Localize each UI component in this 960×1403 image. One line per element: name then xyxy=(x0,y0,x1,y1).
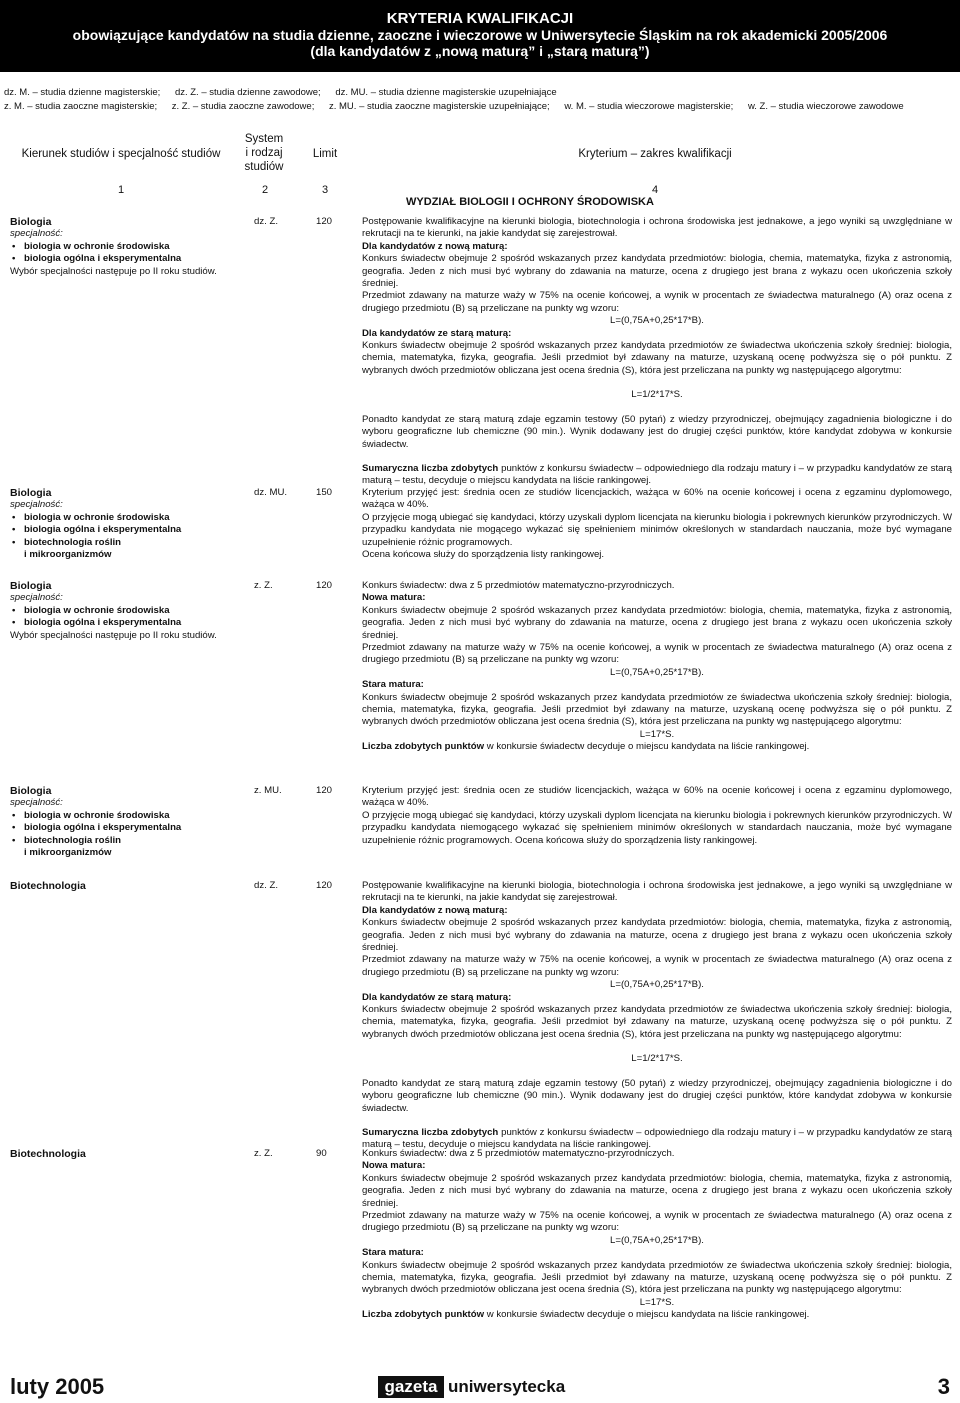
list-item: • biotechnologia roślin xyxy=(10,537,238,549)
criteria-text: Konkurs świadectw obejmuje 2 spośród wskazanych przez kandydata przedmiotów: biologia, chemia, matematyka, fizyka z astronomią, geografia. Jeden z nich musi być wybrany do zdawania na maturze, ocena z drugiego jest brana z wykazu ocen ukończenia szkoły średniej. xyxy=(362,1172,952,1209)
new-matura-heading: Nowa matura: xyxy=(362,1160,426,1172)
criteria-text: Postępowanie kwalifikacyjne na kierunki biologia, biotechnologia i ochrona środowiska jest jednakowe, a jego wyniki są uwzględniane w rekrutacji na te kierunki, na jakie kandydat się zarejestrował. xyxy=(362,216,952,240)
system-cell: dz. Z. xyxy=(254,880,278,891)
column-header-limit: Limit xyxy=(312,148,338,160)
formula: L=17*S. xyxy=(639,1296,675,1308)
column-header-kryterium: Kryterium – zakres kwalifikacji xyxy=(578,148,732,160)
logo-gazeta: gazeta xyxy=(378,1376,444,1398)
kierunek-cell xyxy=(10,487,238,561)
system-line-2: i rodzaj xyxy=(245,147,283,159)
criteria-text: Ponadto kandydat ze starą maturą zdaje egzamin testowy (50 pytań) z wiedzy przyrodniczej, obejmujący zagadnienia biologiczne i do wyboru geograficzne lub chemiczne (90 min.). Wynik dodawany jest do drugiej części punktów, które kandydat zdobywa w konkursie świadectw. xyxy=(362,1077,952,1114)
summary-bold: Liczba zdobytych punktów xyxy=(362,1309,485,1321)
spacer xyxy=(362,1041,952,1053)
criteria-text: Przedmiot zdawany na maturze waży w 75% na ocenie końcowej, a wynik w procentach ze świadectwa maturalnego (A) oraz ocena z drugiego przedmiotu (B) są przeliczane na punkty wg wzoru: xyxy=(362,290,952,314)
faculty-title: WYDZIAŁ BIOLOGII I OCHRONY ŚRODOWISKA xyxy=(406,196,654,208)
new-matura-heading: Dla kandydatów z nową maturą: xyxy=(362,904,508,916)
spacer xyxy=(362,377,952,389)
kierunek-cell xyxy=(10,880,238,892)
criteria-text: Konkurs świadectw obejmuje 2 spośród wskazanych przez kandydata przedmiotów: biologia, chemia, matematyka, fizyka z astronomią, geografia. Jeden z nich musi być wybrany do zdawania na maturze, ocena z drugiego jest brana z wykazu ocen ukończenia szkoły średniej. xyxy=(362,604,952,641)
summary-bold: Sumaryczna liczba zdobytych xyxy=(362,1126,499,1138)
spec-note: Wybór specjalności następuje po II roku studiów. xyxy=(10,265,217,277)
spacer xyxy=(362,402,952,414)
spec-list xyxy=(10,241,238,266)
list-item: • biologia ogólna i eksperymentalna xyxy=(10,617,238,629)
header-subtitle: obowiązujące kandydatów na studia dzienne, zaoczne i wieczorowe w Uniwersytecie Śląskim na rok akademicki 2005/2006 xyxy=(72,27,888,43)
list-item: • biologia ogólna i eksperymentalna xyxy=(10,524,238,536)
page-footer xyxy=(0,1366,960,1403)
summary-text xyxy=(362,741,952,753)
list-item: • biologia w ochronie środowiska xyxy=(10,810,238,822)
kierunek-cell xyxy=(10,785,238,859)
spec-continuation: i mikroorganizmów xyxy=(24,847,112,859)
abbr-line-1 xyxy=(4,86,954,100)
spec-continuation: i mikroorganizmów xyxy=(24,549,112,561)
system-line-3: studiów xyxy=(244,161,284,173)
abbr-item: dz. Z. – studia dzienne zawodowe; xyxy=(174,87,321,98)
old-matura-heading: Stara matura: xyxy=(362,1247,424,1259)
criteria-text: Przedmiot zdawany na maturze waży w 75% na ocenie końcowej, a wynik w procentach ze świadectwa maturalnego (A) oraz ocena z drugiego przedmiotu (B) są przeliczane na punkty wg wzoru: xyxy=(362,1210,952,1234)
criteria-text: Konkurs świadectw obejmuje 2 spośród wskazanych przez kandydata przedmiotów ze świadectwa ukończenia szkoły średniej: biologia, chemia, matematyka, fizyka, geografia. Jeśli przedmiot był zdawany na maturze, uzyskaną ocenę podwyższa się o pół punktu. Z wybranych dwóch przedmiotów obliczana jest ocena średnia (S), która jest przeliczana na punkty wg następującego algorytmu: xyxy=(362,691,952,728)
system-cell: dz. Z. xyxy=(254,216,278,227)
kierunek-name: Biologia xyxy=(10,487,52,499)
column-header-system xyxy=(236,132,292,174)
abbr-item: w. Z. – studia wieczorowe zawodowe xyxy=(747,101,904,112)
limit-cell: 90 xyxy=(316,1148,327,1159)
kierunek-name: Biologia xyxy=(10,216,52,228)
criteria-text: Ponadto kandydat ze starą maturą zdaje egzamin testowy (50 pytań) z wiedzy przyrodniczej, obejmujący zagadnienia biologiczne i do wyboru geograficzne lub chemiczne (90 min.). Wynik dodawany jest do drugiej części punktów, które kandydat zdobywa w konkursie świadectw. xyxy=(362,413,952,450)
summary-text xyxy=(362,1309,952,1321)
kryterium-cell xyxy=(362,880,952,1152)
old-matura-heading: Dla kandydatów ze starą maturą: xyxy=(362,991,512,1003)
abbr-line-2 xyxy=(4,100,954,114)
criteria-text: O przyjęcie mogą ubiegać się kandydaci, którzy uzyskali dyplom licencjata na kierunku biologia i pokrewnych kierunków przyrodniczych. W przypadku kandydata nie mogącego wykazać się spełnieniem minimów określonych w standardach nauczania, może być wymagane uzupełnienie różnic programowych. xyxy=(362,511,952,548)
kierunek-cell xyxy=(10,216,238,278)
formula: L=1/2*17*S. xyxy=(631,1053,683,1065)
page-number: 3 xyxy=(937,1374,950,1399)
abbr-item: z. M. – studia zaoczne magisterskie; xyxy=(4,101,158,112)
system-line-1: System xyxy=(244,133,284,145)
page-header xyxy=(0,0,960,72)
summary-rest: punktów z konkursu świadectw – odpowiedniego dla rodzaju matury i – w przypadku kandydatów ze starą maturą – testu, decyduje o miejscu kandydata na liście rankingowej. xyxy=(362,462,953,487)
header-title: KRYTERIA KWALIFIKACJI xyxy=(386,10,574,27)
formula: L=(0,75A+0,25*17*B). xyxy=(610,979,704,991)
abbr-item: w. M. – studia wieczorowe magisterskie; xyxy=(564,101,734,112)
column-number-1: 1 xyxy=(118,184,125,196)
criteria-text: Kryterium przyjęć jest: średnia ocen ze studiów licencjackich, ważąca w 60% na ocenie końcowej i ocena z egzaminu dyplomowego, ważąca w 40%. xyxy=(362,487,952,511)
criteria-text: Konkurs świadectw obejmuje 2 spośród wskazanych przez kandydata przedmiotów ze świadectwa ukończenia szkoły średniej: biologia, chemia, matematyka, fizyka, geografia. Jeśli przedmiot był zdawany na maturze, uzyskaną ocenę podwyższa się o pół punktu. Z wybranych dwóch przedmiotów obliczana jest ocena średnia (S), która jest przeliczana na punkty wg następującego algorytmu: xyxy=(362,340,952,376)
list-item: • biotechnologia roślin xyxy=(10,835,238,847)
column-number-3: 3 xyxy=(322,184,329,196)
spec-label: specjalność: xyxy=(10,592,63,604)
criteria-text: Postępowanie kwalifikacyjne na kierunki biologia, biotechnologia i ochrona środowiska jest jednakowe, a jego wyniki są uwzględniane w rekrutacji na te kierunki, na jakie kandydat się zarejestrował. xyxy=(362,880,952,904)
spacer xyxy=(362,451,952,463)
list-item: • biologia w ochronie środowiska xyxy=(10,512,238,524)
limit-cell: 120 xyxy=(316,785,333,796)
kryterium-cell xyxy=(362,580,952,754)
criteria-text: Przedmiot zdawany na maturze waży w 75% na ocenie końcowej, a wynik w procentach ze świadectwa maturalnego (A) oraz ocena z drugiego przedmiotu (B) są przeliczane na punkty wg wzoru: xyxy=(362,954,952,978)
spec-note: Wybór specjalności następuje po II roku studiów. xyxy=(10,629,217,641)
spec-list xyxy=(10,605,238,630)
system-cell: z. MU. xyxy=(254,785,282,796)
criteria-text: Konkurs świadectw obejmuje 2 spośród wskazanych przez kandydata przedmiotów ze świadectwa ukończenia szkoły średniej: biologia, chemia, matematyka, fizyka, geografia. Jeśli przedmiot był zdawany na maturze, uzyskaną ocenę podwyższa się o pół punktu. Z wybranych dwóch przedmiotów obliczana jest ocena średnia (S), która jest przeliczana na punkty wg następującego algorytmu: xyxy=(362,1259,952,1296)
spec-list xyxy=(10,512,238,549)
abbr-item: z. MU. – studia zaoczne magisterskie uzupełniające; xyxy=(328,101,550,112)
summary-rest: punktów z konkursu świadectw – odpowiedniego dla rodzaju matury i – w przypadku kandydatów ze starą maturą – testu, decyduje o miejscu kandydata na liście rankingowej. xyxy=(362,1126,953,1151)
criteria-text: Ocena końcowa służy do sporządzenia listy rankingowej. xyxy=(362,549,605,561)
header-subtitle-2: (dla kandydatów z „nową maturą” i „starą maturą”) xyxy=(310,43,650,59)
formula: L=17*S. xyxy=(639,728,675,740)
abbr-item: z. Z. – studia zaoczne zawodowe; xyxy=(171,101,315,112)
criteria-text: Konkurs świadectw: dwa z 5 przedmiotów matematyczno-przyrodniczych. xyxy=(362,1148,675,1159)
list-item: • biologia w ochronie środowiska xyxy=(10,241,238,253)
spec-label: specjalność: xyxy=(10,499,63,511)
new-matura-heading: Nowa matura: xyxy=(362,592,426,604)
spacer xyxy=(362,1066,952,1078)
limit-cell: 150 xyxy=(316,487,333,498)
magazine-logo xyxy=(378,1376,588,1398)
list-item: • biologia w ochronie środowiska xyxy=(10,605,238,617)
abbr-item: dz. M. – studia dzienne magisterskie; xyxy=(4,87,161,98)
kierunek-cell xyxy=(10,1148,238,1160)
spec-label: specjalność: xyxy=(10,797,63,809)
new-matura-heading: Dla kandydatów z nową maturą: xyxy=(362,240,508,252)
formula: L=(0,75A+0,25*17*B). xyxy=(610,666,704,678)
kierunek-name: Biotechnologia xyxy=(10,880,86,892)
kryterium-cell xyxy=(362,487,952,561)
spacer xyxy=(362,1115,952,1127)
kryterium-cell xyxy=(362,1148,952,1322)
formula: L=(0,75A+0,25*17*B). xyxy=(610,315,704,327)
kryterium-cell xyxy=(362,785,952,847)
kierunek-name: Biotechnologia xyxy=(10,1148,86,1160)
criteria-text: Konkurs świadectw obejmuje 2 spośród wskazanych przez kandydata przedmiotów: biologia, chemia, matematyka, fizyka z astronomią, geografia. Jeden z nich musi być wybrany do zdawania na maturze, ocena z drugiego jest brana z wykazu ocen ukończenia szkoły średniej. xyxy=(362,253,952,290)
old-matura-heading: Dla kandydatów ze starą maturą: xyxy=(362,327,512,339)
criteria-text: Przedmiot zdawany na maturze waży w 75% na ocenie końcowej, a wynik w procentach ze świadectwa maturalnego (A) oraz ocena z drugiego przedmiotu (B) są przeliczane na punkty wg wzoru: xyxy=(362,642,952,666)
limit-cell: 120 xyxy=(316,880,333,891)
formula: L=(0,75A+0,25*17*B). xyxy=(610,1234,704,1246)
system-cell: z. Z. xyxy=(254,580,273,591)
limit-cell: 120 xyxy=(316,580,333,591)
criteria-text: Kryterium przyjęć jest: średnia ocen ze studiów licencjackich, ważąca w 60% na ocenie końcowej i ocena z egzaminu dyplomowego, ważąca w 40%. xyxy=(362,785,952,809)
abbr-item: dz. MU. – studia dzienne magisterskie uzupełniające xyxy=(335,87,557,98)
spec-list xyxy=(10,810,238,847)
criteria-text: Konkurs świadectw: dwa z 5 przedmiotów matematyczno-przyrodniczych. xyxy=(362,580,675,591)
summary-rest: w konkursie świadectw decyduje o miejscu kandydata na liście rankingowej. xyxy=(484,741,810,753)
column-number-4: 4 xyxy=(652,184,659,196)
limit-cell: 120 xyxy=(316,216,333,227)
kierunek-name: Biologia xyxy=(10,580,52,592)
criteria-text: Konkurs świadectw obejmuje 2 spośród wskazanych przez kandydata przedmiotów: biologia, chemia, matematyka, fizyka z astronomią, geografia. Jeden z nich musi być wybrany do zdawania na maturze, ocena z drugiego jest brana z wykazu ocen ukończenia szkoły średniej. xyxy=(362,917,952,954)
summary-text xyxy=(362,463,952,488)
list-item: • biologia ogólna i eksperymentalna xyxy=(10,822,238,834)
column-header-kierunek: Kierunek studiów i specjalność studiów xyxy=(21,148,221,160)
summary-bold: Sumaryczna liczba zdobytych xyxy=(362,462,499,474)
summary-rest: w konkursie świadectw decyduje o miejscu kandydata na liście rankingowej. xyxy=(484,1309,810,1321)
kierunek-cell xyxy=(10,580,238,642)
system-cell: dz. MU. xyxy=(254,487,288,498)
formula: L=1/2*17*S. xyxy=(631,389,683,401)
issue-date: luty 2005 xyxy=(10,1374,105,1399)
criteria-text: Konkurs świadectw obejmuje 2 spośród wskazanych przez kandydata przedmiotów ze świadectwa ukończenia szkoły średniej: biologia, chemia, matematyka, fizyka, geografia. Jeśli przedmiot był zdawany na maturze, uzyskaną ocenę podwyższa się o pół punktu. Z wybranych dwóch przedmiotów obliczana jest ocena średnia (S), która jest przeliczana na punkty wg następującego algorytmu: xyxy=(362,1004,952,1040)
column-headers xyxy=(0,130,960,180)
list-item: • biologia ogólna i eksperymentalna xyxy=(10,253,238,265)
criteria-text: O przyjęcie mogą ubiegać się kandydaci, którzy uzyskali dyplom licencjata na kierunku biologia i pokrewnych kierunków przyrodniczych. W przypadku kandydata niemogącego wykazać się spełnieniem minimów określonych w standardach nauczania, może być wymagane uzupełnienie różnic programowych. Ocena końcowa służy do sporządzenia listy rankingowej. xyxy=(362,809,952,846)
abbreviations-legend xyxy=(4,86,954,114)
logo-uniwersytecka: uniwersytecka xyxy=(448,1377,566,1396)
summary-bold: Liczba zdobytych punktów xyxy=(362,741,485,753)
kierunek-name: Biologia xyxy=(10,785,52,797)
kryterium-cell xyxy=(362,216,952,488)
system-cell: z. Z. xyxy=(254,1148,273,1159)
column-number-2: 2 xyxy=(262,184,269,196)
old-matura-heading: Stara matura: xyxy=(362,679,424,691)
spec-label: specjalność: xyxy=(10,228,63,240)
